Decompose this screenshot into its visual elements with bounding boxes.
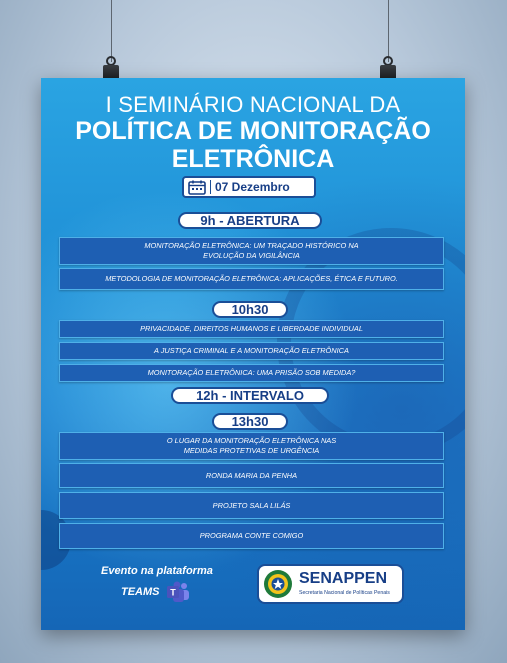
session-10h30: 10h30 <box>212 301 288 318</box>
topic-9-text: PROGRAMA CONTE COMIGO <box>199 531 304 541</box>
topic-7 <box>59 463 444 488</box>
topic-1 <box>59 237 444 265</box>
topic-6 <box>59 432 444 460</box>
topic-6-line-1: O LUGAR DA MONITORAÇÃO ELETRÔNICA NAS <box>166 436 337 446</box>
title-line-2: POLÍTICA DE MONITORAÇÃO <box>75 117 431 145</box>
senappen-logo <box>257 564 404 604</box>
topic-4 <box>59 342 444 360</box>
date-text: 07 Dezembro <box>215 180 290 194</box>
topic-1-line-2: EVOLUÇÃO DA VIGILÂNCIA <box>203 251 300 260</box>
topic-5 <box>59 364 444 382</box>
seal-icon <box>263 569 293 599</box>
topic-1-line-1: MONITORAÇÃO ELETRÔNICA: UM TRAÇADO HISTÓRICO NA <box>144 241 359 251</box>
topic-3 <box>59 320 444 338</box>
title-line-3: ELETRÔNICA <box>171 145 335 173</box>
event-platform-name: TEAMS <box>121 586 160 598</box>
topic-9 <box>59 523 444 549</box>
calendar-icon <box>184 178 210 196</box>
session-opening: 9h - ABERTURA <box>178 212 322 229</box>
topic-8-text: PROJETO SALA LILÁS <box>212 500 291 510</box>
topic-2 <box>59 268 444 290</box>
hanging-wire-left <box>111 0 112 62</box>
hanging-wire-right <box>388 0 389 62</box>
topic-3-text: PRIVACIDADE, DIREITOS HUMANOS E LIBERDADE INDIVIDUAL <box>140 324 363 334</box>
topic-7-text: RONDA MARIA DA PENHA <box>205 470 298 480</box>
topic-2-text: METODOLOGIA DE MONITORAÇÃO ELETRÔNICA: APLICAÇÕES, ÉTICA E FUTURO. <box>105 274 398 284</box>
poster <box>41 78 465 630</box>
teams-icon <box>166 581 190 603</box>
topic-6-line-2: MEDIDAS PROTETIVAS DE URGÊNCIA <box>183 446 320 455</box>
session-13h30: 13h30 <box>212 413 288 430</box>
event-platform-label: Evento na plataforma <box>101 565 213 577</box>
logo-subtitle: Secretaria Nacional de Políticas Penais <box>299 590 390 596</box>
session-break: 12h - INTERVALO <box>171 387 329 404</box>
svg-text:T: T <box>170 587 176 598</box>
topic-4-text: A JUSTIÇA CRIMINAL E A MONITORAÇÃO ELETRÔNICA <box>154 346 349 356</box>
title-line-1: I SEMINÁRIO NACIONAL DA <box>105 92 401 117</box>
date-badge <box>182 176 316 198</box>
logo-name: SENAPPEN <box>299 570 388 587</box>
topic-5-text: MONITORAÇÃO ELETRÔNICA: UMA PRISÃO SOB MEDIDA? <box>147 368 356 378</box>
topic-8 <box>59 492 444 519</box>
